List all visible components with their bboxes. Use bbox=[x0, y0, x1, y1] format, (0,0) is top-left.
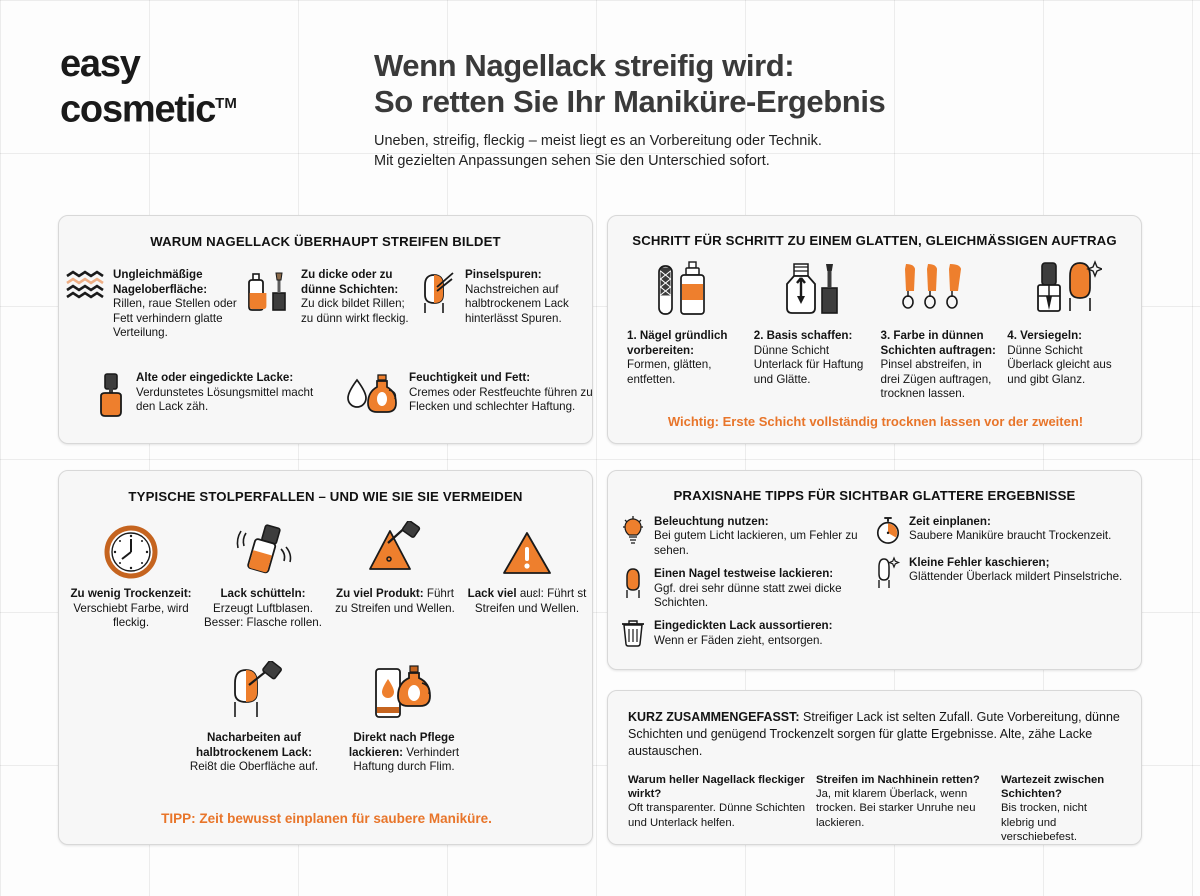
list-item bbox=[620, 619, 875, 648]
list-item-text bbox=[465, 268, 592, 326]
warning-brush-icon bbox=[333, 519, 457, 579]
list-item bbox=[329, 371, 594, 418]
list-item-body: Erzeugt Luftblasen. Besser: Flasche rollen. bbox=[204, 601, 322, 630]
list-item bbox=[875, 556, 1130, 588]
list-item-heading: Pinselspuren: bbox=[465, 268, 542, 281]
list-item-heading: Kleine Fehler kaschieren; bbox=[909, 556, 1050, 569]
list-item bbox=[620, 515, 875, 558]
list-item-text bbox=[465, 587, 589, 616]
clock-icon bbox=[69, 519, 193, 579]
list-item-body: Rei8t die Oberfläche auf. bbox=[189, 760, 319, 774]
list-item bbox=[245, 268, 417, 341]
page-title-line-2: So retten Sie Ihr Maniküre-Ergebnis bbox=[374, 84, 886, 119]
brush-on-nail-icon bbox=[183, 663, 325, 723]
pitfalls-row-1 bbox=[65, 519, 594, 631]
polish-bottle-brush-icon bbox=[245, 269, 293, 315]
trash-bin-icon bbox=[620, 619, 646, 647]
card-tips-title: PRAXISNAHE TIPPS FÜR SICHTBAR GLATTERE ERGEBNISSE bbox=[673, 488, 1076, 503]
list-item-body: Rillen, raue Stellen oder Fett verhindern glatte Verteilung. bbox=[113, 297, 237, 340]
card-causes-row-1 bbox=[59, 268, 594, 341]
steps-important-note: Wichtig: Erste Schicht vollständig trocknen lassen vor der zweiten! bbox=[667, 414, 1084, 429]
step-text bbox=[881, 329, 998, 402]
nail-file-spray-icon bbox=[627, 258, 744, 320]
pitfalls-tip: TIPP: Zeit bewusst einplanen für saubere Maniküre. bbox=[161, 811, 492, 826]
step-text bbox=[1007, 329, 1124, 387]
single-nail-icon bbox=[620, 567, 646, 599]
card-pitfalls bbox=[58, 470, 593, 845]
list-item-body: Wenn er Fäden zieht, entsorgen. bbox=[654, 633, 823, 647]
list-item-text bbox=[333, 587, 457, 616]
card-summary bbox=[607, 690, 1142, 845]
list-item-heading: Zu dicke oder zu dünne Schichten: bbox=[301, 268, 399, 296]
step-text bbox=[627, 329, 744, 387]
list-item-body: Ggf. drei sehr dünne statt zwei dicke Schichten. bbox=[654, 581, 842, 610]
card-steps-title: SCHRITT FÜR SCHRITT ZU EINEM GLATTEN, GLEICHMÄSSIGEN AUFTRAG bbox=[632, 233, 1117, 248]
card-tips bbox=[607, 470, 1142, 670]
faq-item bbox=[1001, 773, 1133, 844]
step-item bbox=[622, 258, 749, 402]
faq-item bbox=[816, 773, 1001, 844]
faq-answer: Oft transparenter. Dünne Schichten und Unterlack helfen. bbox=[628, 802, 806, 829]
list-item-text bbox=[301, 268, 417, 326]
shaking-bottle-icon bbox=[201, 519, 325, 579]
list-item-heading: Ungleichmäßige Nageloberfläche: bbox=[113, 268, 208, 296]
list-item-heading: Alte oder eingedickte Lacke: bbox=[136, 371, 294, 384]
card-causes-title: WARUM NAGELLACK ÜBERHAUPT STREIFEN BILDET bbox=[150, 234, 501, 249]
summary-lead bbox=[628, 709, 1128, 760]
list-item-heading: Direkt nach Pflege lackieren: bbox=[348, 731, 455, 759]
droplet-oil-bottle-icon bbox=[345, 372, 401, 418]
tips-grid bbox=[620, 515, 1131, 657]
step-item bbox=[876, 258, 1003, 402]
step-number: 2. bbox=[753, 329, 764, 342]
step-number: 1. bbox=[627, 329, 637, 342]
step-heading: Nägel gründlich vorbereiten: bbox=[627, 329, 728, 357]
tips-column-left bbox=[620, 515, 875, 657]
list-item-heading: Lack viel bbox=[467, 587, 517, 600]
list-item-body: Glättender Überlack mildert Pinselstriche. bbox=[909, 570, 1123, 584]
list-item bbox=[65, 519, 197, 631]
step-body: Dünne Schicht Unterlack für Haftung und Glätte. bbox=[753, 343, 864, 386]
three-brush-strokes-icon bbox=[881, 258, 998, 320]
list-item-body: Verschiebt Farbe, wird fleckig. bbox=[73, 601, 189, 630]
list-item-text bbox=[654, 515, 875, 558]
list-item-text bbox=[136, 371, 329, 415]
faq-question: Streifen im Nachhinein retten? bbox=[816, 774, 980, 786]
stopwatch-icon bbox=[875, 515, 901, 547]
page-subtitle-line-1: Uneben, streifig, fleckig – meist liegt es an Vorbereitung oder Technik. bbox=[374, 133, 822, 149]
thick-polish-bottle-icon bbox=[94, 372, 128, 418]
brand-line-2: cosmetic bbox=[60, 88, 216, 131]
header bbox=[0, 0, 1200, 205]
page-subtitle-line-2: Mit gezielten Anpassungen sehen Sie den Unterschied sofort. bbox=[374, 153, 770, 169]
step-item bbox=[1002, 258, 1129, 402]
summary-lead-label: KURZ ZUSAMMENGEFASST: bbox=[628, 710, 800, 724]
step-heading: Farbe in dünnen Schichten auftragen: bbox=[880, 329, 996, 357]
tips-column-right bbox=[875, 515, 1130, 657]
list-item-heading: Nacharbeiten auf halbtrockenem Lack: bbox=[196, 731, 312, 759]
list-item bbox=[875, 515, 1130, 547]
list-item-body: Führt zu Streifen und Wellen. bbox=[335, 587, 455, 615]
list-item-text bbox=[183, 731, 325, 775]
steps-row bbox=[622, 258, 1129, 402]
card-causes bbox=[58, 215, 593, 444]
step-number: 4. bbox=[1007, 329, 1017, 342]
list-item-body: Zu dick bildet Rillen; zu dünn wirkt fleckig. bbox=[301, 297, 409, 325]
page-title bbox=[374, 48, 1074, 120]
faq-question: Wartezeit zwischen Schichten? bbox=[1001, 774, 1105, 801]
list-item-heading: Feuchtigkeit und Fett: bbox=[409, 371, 531, 384]
list-item bbox=[329, 519, 461, 631]
step-item bbox=[749, 258, 876, 402]
list-item-text bbox=[909, 515, 1111, 544]
step-heading: Basis schaffen: bbox=[766, 329, 853, 342]
list-item-heading: Zu wenig Trockenzeit: bbox=[70, 587, 192, 600]
step-heading: Versiegeln: bbox=[1020, 329, 1083, 342]
page-subtitle bbox=[374, 131, 1074, 171]
list-item-body: Verdunstetes Lösungsmittel macht den Lack zäh. bbox=[136, 385, 314, 414]
list-item-heading: Eingedickten Lack aussortieren: bbox=[654, 619, 833, 633]
list-item bbox=[197, 519, 329, 631]
top-coat-shine-icon bbox=[1007, 258, 1124, 320]
sparkle-nail-icon bbox=[875, 556, 901, 588]
card-causes-row-2 bbox=[59, 371, 594, 418]
card-pitfalls-title: TYPISCHE STOLPERFALLEN – UND WIE SIE SIE VERMEIDEN bbox=[128, 489, 523, 504]
list-item bbox=[59, 371, 329, 418]
brand-line-1: easy bbox=[60, 43, 140, 85]
list-item bbox=[417, 268, 592, 341]
list-item-body: Saubere Maniküre braucht Trockenzeit. bbox=[909, 529, 1112, 543]
wavy-lines-icon bbox=[65, 269, 105, 301]
list-item-body: Cremes oder Restfeuchte führen zu Flecken und schlechter Haftung. bbox=[409, 385, 593, 414]
brand-logo bbox=[60, 44, 237, 130]
list-item-heading: Beleuchtung nutzen: bbox=[654, 515, 769, 528]
step-body: Dünne Schicht Überlack gleicht aus und gibt Glanz. bbox=[1007, 343, 1112, 386]
card-steps bbox=[607, 215, 1142, 444]
list-item bbox=[179, 663, 329, 775]
trademark-symbol: TM bbox=[215, 95, 237, 112]
list-item-text bbox=[69, 587, 193, 631]
title-block bbox=[374, 48, 1074, 171]
list-item bbox=[620, 567, 875, 610]
nail-brush-stroke-icon bbox=[417, 269, 457, 317]
list-item-body: Nachstreichen auf halbtrockenem Lack hinterlässt Spuren. bbox=[465, 282, 569, 325]
pitfalls-row-2 bbox=[179, 663, 479, 775]
page-title-line-1: Wenn Nagellack streifig wird: bbox=[374, 48, 795, 83]
list-item bbox=[59, 268, 245, 341]
step-text bbox=[754, 329, 871, 387]
list-item bbox=[461, 519, 593, 631]
summary-faq bbox=[628, 773, 1133, 844]
list-item-text bbox=[654, 567, 875, 610]
list-item-heading: Einen Nagel testweise lackieren: bbox=[654, 567, 834, 581]
list-item-heading: Lack schütteln: bbox=[220, 587, 306, 600]
cream-tube-oil-icon bbox=[333, 663, 475, 723]
list-item bbox=[329, 663, 479, 775]
list-item-text bbox=[113, 268, 245, 341]
warning-exclamation-icon bbox=[465, 519, 589, 579]
list-item-text bbox=[201, 587, 325, 631]
list-item-heading: Zeit einplanen: bbox=[909, 515, 991, 528]
list-item-heading: Zu viel Produkt: bbox=[336, 587, 424, 600]
summary-lead-body: Streifiger Lack ist selten Zufall. Gute Vorbereitung, dünne Schichten und genügend Trockenzelt sorgen für glatte Ergebnisse. Alte, zähe Lacke austauschen. bbox=[628, 710, 1120, 758]
list-item-text bbox=[409, 371, 594, 415]
faq-item bbox=[628, 773, 816, 844]
list-item-body: auɛl: Führt st Streifen und Wellen. bbox=[474, 587, 587, 615]
faq-question: Warum heller Nagellack fleckiger wirkt? bbox=[628, 774, 805, 801]
faq-answer: Ja, mit klarem Überlack, wenn trocken. Bei starker Unruhe neu lackieren. bbox=[816, 788, 976, 829]
list-item-body: Verhindert Haftung durch Flim. bbox=[353, 745, 460, 774]
step-body: Pinsel abstreifen, in drei Zügen auftragen, trocknen lassen. bbox=[880, 358, 992, 401]
step-body: Formen, glätten, entfetten. bbox=[627, 358, 712, 386]
list-item-text bbox=[909, 556, 1122, 585]
faq-answer: Bis trocken, nicht klebrig und verschiebefest. bbox=[1001, 802, 1088, 843]
lightbulb-icon bbox=[620, 515, 646, 547]
base-coat-bottle-icon bbox=[754, 258, 871, 320]
list-item-text bbox=[654, 619, 832, 648]
step-number: 3. bbox=[880, 329, 891, 342]
list-item-body: Bei gutem Licht lackieren, um Fehler zu sehen. bbox=[654, 529, 858, 557]
list-item-text bbox=[333, 731, 475, 775]
